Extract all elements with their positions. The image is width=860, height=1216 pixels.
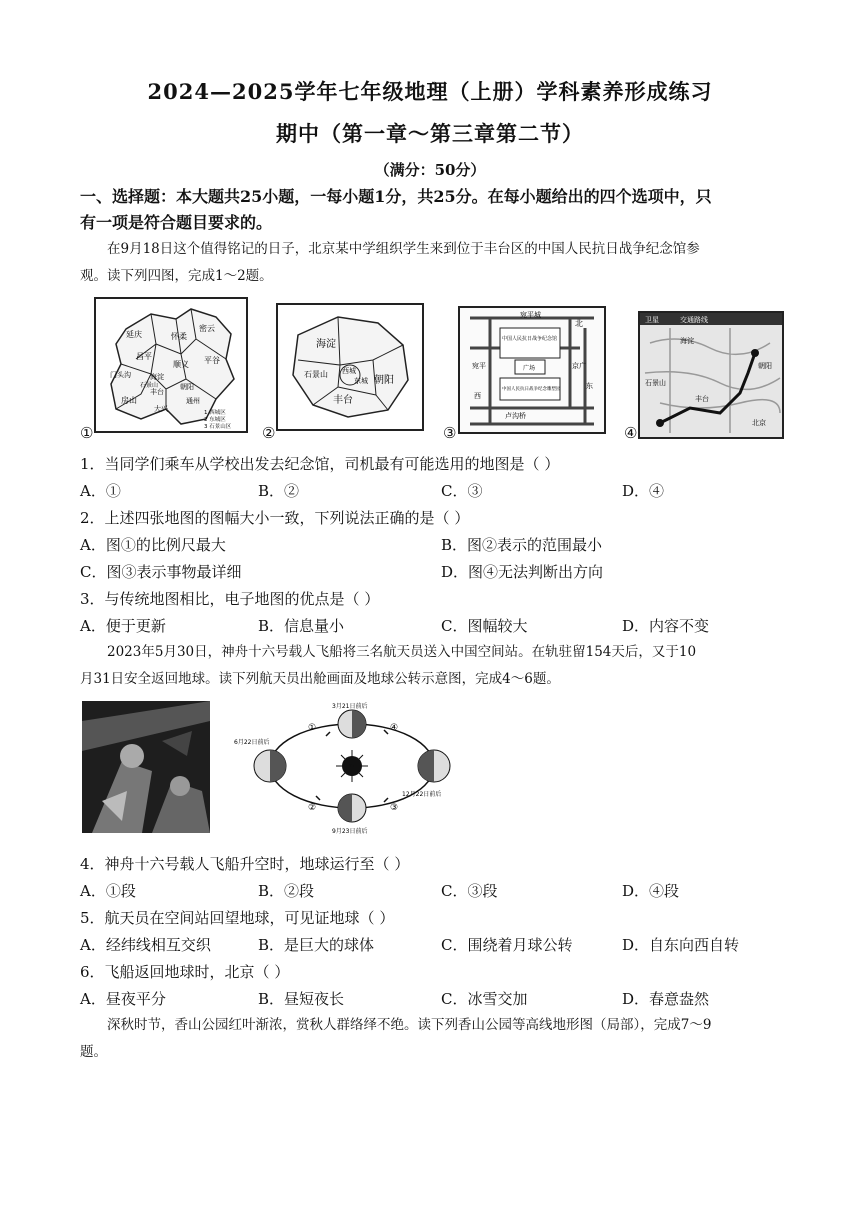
m1-changping: 昌平	[136, 352, 152, 361]
orbit-segment-1: ①	[308, 723, 317, 733]
m3-wanping-road: 宛平	[472, 362, 486, 370]
m4-fengtai: 丰台	[695, 395, 709, 403]
m3-lugou-bridge: 卢沟桥	[505, 412, 526, 420]
q6-option-b: B．昼短夜长	[258, 990, 345, 1008]
map-beijing-districts	[94, 297, 248, 433]
m1-tongzhou: 通州	[186, 397, 200, 405]
m3-jingguang: 京广	[572, 362, 586, 370]
m2-shijingshan: 石景山	[304, 370, 328, 379]
m4-beijing: 北京	[752, 419, 766, 427]
m3-sculpture-park: 中国人民抗日战争纪念雕塑园	[502, 387, 561, 392]
q1-option-b: B．②	[258, 482, 300, 500]
section-heading	[80, 184, 780, 236]
q5-option-b: B．是巨大的球体	[258, 936, 375, 954]
m1-daxing: 大兴	[154, 405, 168, 413]
intro-2-line2: 月31日安全返回地球。读下列航天员出舱画面及地球公转示意图，完成4～6题。	[80, 671, 560, 687]
q5-option-c: C．围绕着月球公转	[441, 936, 573, 954]
intro-3-line1: 深秋时节，香山公园红叶渐浓，赏秋人群络绎不绝。读下列香山公园等高线地形图（局部），完成7～9	[107, 1017, 712, 1033]
q6-option-c: C．冰雪交加	[441, 990, 528, 1008]
q3-option-a: A．便于更新	[80, 617, 166, 635]
q6-option-a: A．昼夜平分	[80, 990, 166, 1008]
m4-shijingshan: 石景山	[645, 379, 666, 387]
question-4-stem: 4．神舟十六号载人飞船升空时，地球运行至（ ）	[80, 855, 410, 873]
map-electronic	[638, 311, 784, 439]
q1-option-d: D．④	[622, 482, 665, 500]
orbit-march-label: 3月21日前后	[332, 703, 368, 710]
q4-option-c: C．③段	[441, 882, 498, 900]
page-title: 2024—2025学年七年级地理（上册）学科素养形成练习	[147, 79, 713, 104]
m3-wanping: 宛平城	[520, 311, 541, 319]
q4-option-d: D．④段	[622, 882, 680, 900]
m1-legend-2: 2 东城区	[204, 417, 226, 423]
orbit-segment-2: ②	[308, 803, 317, 813]
q2-option-d: D．图④无法判断出方向	[441, 563, 604, 581]
m1-miyun: 密云	[199, 324, 215, 333]
m3-north: 北	[575, 319, 583, 328]
q2-option-c: C．图③表示事物最详细	[80, 563, 242, 581]
earth-orbit-diagram	[234, 700, 456, 836]
orbit-segment-4: ④	[390, 723, 399, 733]
q5-option-a: A．经纬线相互交织	[80, 936, 211, 954]
intro-2-line1: 2023年5月30日，神舟十六号载人飞船将三名航天员送入中国空间站。在轨驻留154天后，又于10	[107, 644, 697, 660]
m3-museum: 中国人民抗日战争纪念馆	[502, 336, 558, 342]
question-6-stem: 6．飞船返回地球时，北京（ ）	[80, 963, 290, 981]
map-label-2: ②	[262, 424, 276, 442]
intro-1-line1: 在9月18日这个值得铭记的日子，北京某中学组织学生来到位于丰台区的中国人民抗日战争纪念馆参	[107, 241, 700, 257]
page-subtitle: 期中（第一章～第三章第二节）	[276, 121, 584, 146]
m1-pinggu: 平谷	[204, 356, 220, 365]
full-score: （满分：50分）	[374, 161, 486, 179]
map-label-3: ③	[443, 424, 457, 442]
q5-option-d: D．自东向西自转	[622, 936, 740, 954]
m2-xicheng: 西城	[342, 367, 356, 375]
m2-chaoyang: 朝阳	[374, 375, 394, 386]
m4-haidian: 海淀	[680, 337, 694, 345]
m3-west: 西	[474, 392, 481, 400]
q2-option-b: B．图②表示的范围最小	[441, 536, 603, 554]
m1-mentougou: 门头沟	[110, 371, 131, 379]
orbit-december-label: 12月22日前后	[402, 791, 442, 798]
orbit-september-label: 9月23日前后	[332, 828, 368, 835]
m1-fengtai: 丰台	[150, 388, 164, 396]
q1-option-a: A．①	[80, 482, 121, 500]
m3-square: 广场	[523, 365, 536, 372]
q2-option-a: A．图①的比例尺最大	[80, 536, 226, 554]
q3-option-c: C．图幅较大	[441, 617, 528, 635]
m3-east: 东	[586, 382, 593, 390]
astronaut-photo	[82, 701, 210, 833]
intro-paragraph-3	[80, 1012, 784, 1066]
m4-chaoyang: 朝阳	[758, 362, 772, 370]
q6-option-d: D．春意盎然	[622, 990, 710, 1008]
m1-shunyi: 顺义	[173, 360, 189, 369]
question-2-stem: 2．上述四张地图的图幅大小一致，下列说法正确的是（ ）	[80, 509, 470, 527]
section-heading-line2: 有一项是符合题目要求的。	[80, 213, 273, 232]
q3-option-b: B．信息量小	[258, 617, 345, 635]
m2-dongcheng: 东城	[354, 377, 368, 385]
m1-yanqing: 延庆	[126, 330, 142, 339]
m2-fengtai: 丰台	[333, 395, 353, 406]
map-central-districts	[276, 303, 424, 431]
m1-haidian: 海淀	[150, 373, 164, 381]
m2-haidian: 海淀	[316, 339, 336, 350]
m1-chaoyang: 朝阳	[180, 383, 194, 391]
map-museum-area	[458, 306, 606, 434]
intro-3-line2: 题。	[80, 1044, 107, 1060]
orbit-segment-3: ③	[390, 803, 399, 813]
intro-paragraph-2	[80, 639, 784, 693]
m4-routes: 交通路线	[680, 316, 708, 324]
question-1-stem: 1．当同学们乘车从学校出发去纪念馆，司机最有可能选用的地图是（ ）	[80, 455, 560, 473]
m1-huairou: 怀柔	[171, 332, 187, 341]
m1-fangshan: 房山	[121, 396, 137, 405]
question-3-stem: 3．与传统地图相比，电子地图的优点是（ ）	[80, 590, 380, 608]
question-5-stem: 5．航天员在空间站回望地球，可见证地球（ ）	[80, 909, 395, 927]
m4-satellite: 卫星	[645, 316, 659, 324]
q4-option-b: B．②段	[258, 882, 315, 900]
orbit-june-label: 6月22日前后	[234, 739, 270, 746]
m1-shijingshan: 石景山	[140, 382, 159, 389]
map-label-4: ④	[624, 424, 638, 442]
q1-option-c: C．③	[441, 482, 483, 500]
m1-legend-3: 3 石景山区	[204, 424, 232, 430]
q4-option-a: A．①段	[80, 882, 136, 900]
intro-1-line2: 观。读下列四图，完成1～2题。	[80, 268, 273, 284]
section-heading-line1: 一、选择题：本大题共25小题，一每小题1分，共25分。在每小题给出的四个选项中，只	[80, 187, 712, 206]
q3-option-d: D．内容不变	[622, 617, 710, 635]
map-label-1: ①	[80, 424, 94, 442]
intro-paragraph-1	[80, 236, 784, 290]
m1-legend-1: 1 西城区	[204, 410, 226, 416]
